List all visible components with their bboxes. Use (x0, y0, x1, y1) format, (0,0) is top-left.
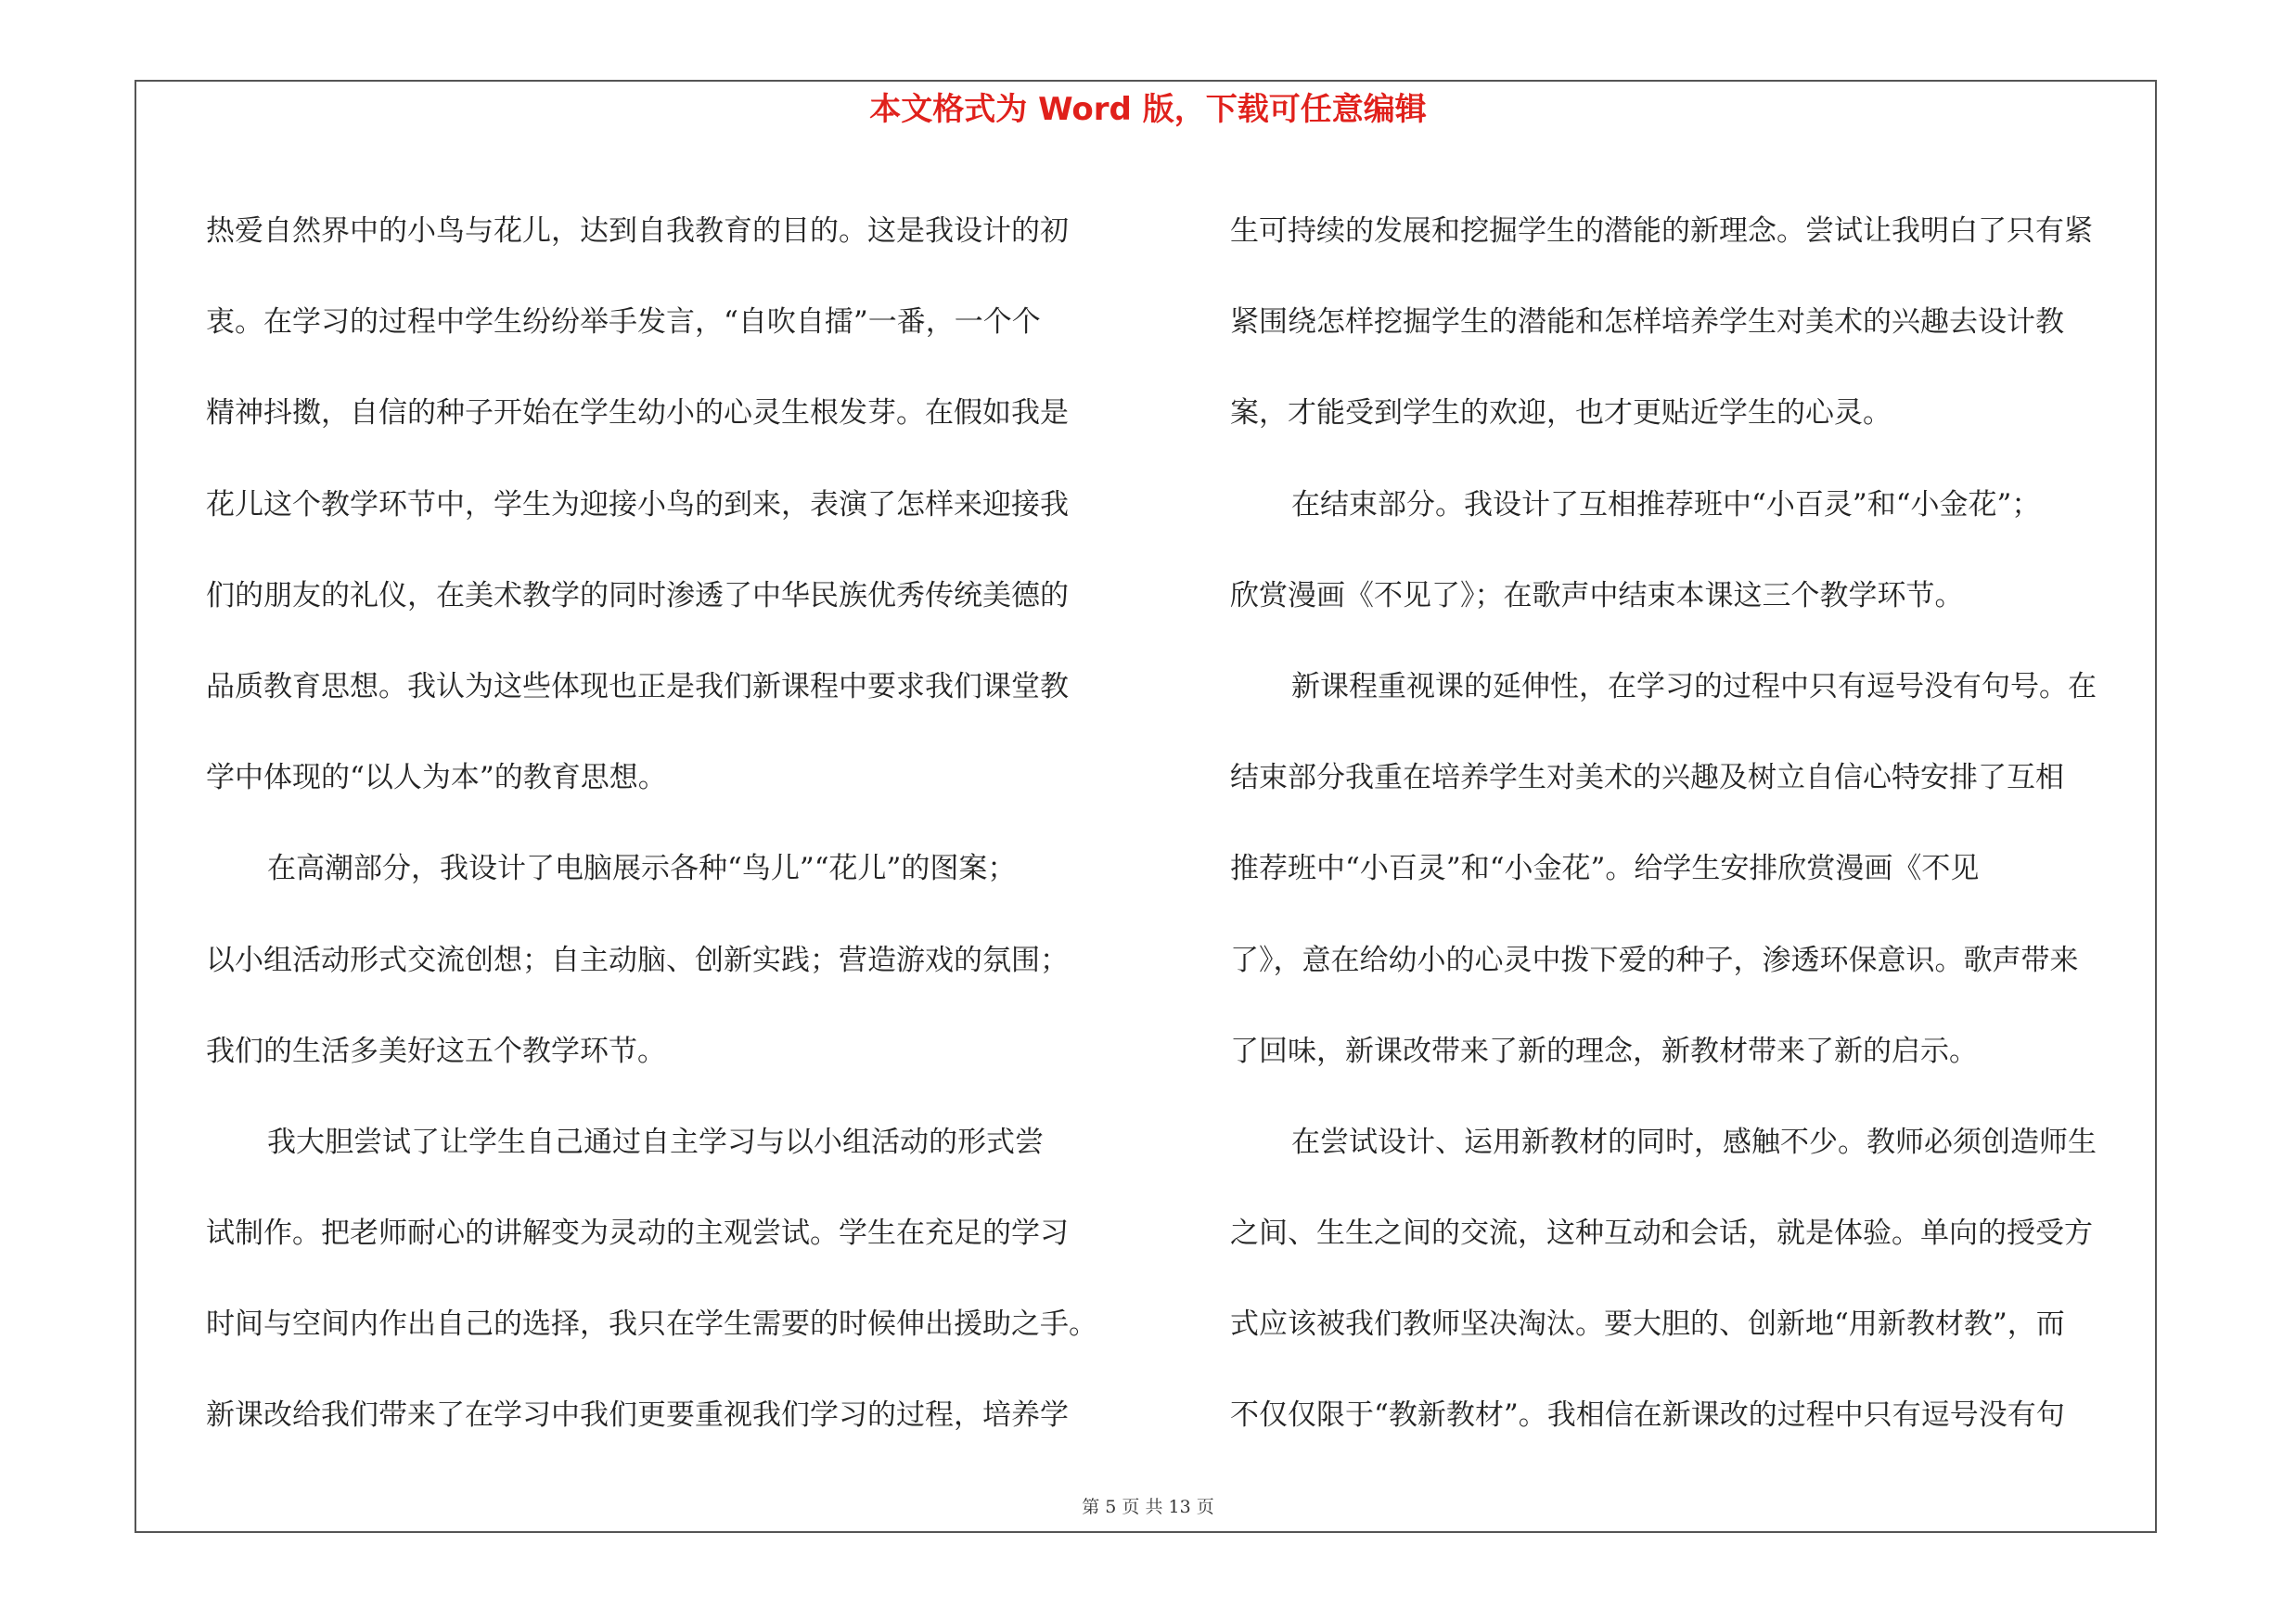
text-line: 了回味，新课改带来了新的理念，新教材带来了新的启示。 (1230, 1034, 1978, 1068)
text-line: 欣赏漫画《不见了》；在歌声中结束本课这三个教学环节。 (1230, 578, 1964, 612)
text-line: 案，才能受到学生的欢迎，也才更贴近学生的心灵。 (1230, 396, 1892, 431)
text-line: 之间、生生之间的交流，这种互动和会话，就是体验。单向的授受方 (1230, 1217, 2093, 1251)
text-line: 在尝试设计、运用新教材的同时，感触不少。教师必须创造师生 (1291, 1125, 2097, 1159)
text-line: 们的朋友的礼仪，在美术教学的同时渗透了中华民族优秀传统美德的 (206, 578, 1069, 612)
text-line: 不仅仅限于“教新教材”。我相信在新课改的过程中只有逗号没有句 (1230, 1398, 2065, 1433)
text-line: 了》，意在给幼小的心灵中拨下爱的种子，渗透环保意识。歌声带来 (1230, 943, 2079, 977)
text-line: 新课程重视课的延伸性，在学习的过程中只有逗号没有句号。在 (1291, 669, 2097, 703)
text-line: 我大胆尝试了让学生自己通过自主学习与以小组活动的形式尝 (267, 1125, 1044, 1159)
text-line: 衷。在学习的过程中学生纷纷举手发言，“自吹自擂”一番，一个个 (206, 305, 1041, 340)
page-number-footer: 第 5 页 共 13 页 (1082, 1497, 1214, 1517)
text-line: 时间与空间内作出自己的选择，我只在学生需要的时候伸出援助之手。 (206, 1307, 1097, 1342)
text-line: 热爱自然界中的小鸟与花儿，达到自我教育的目的。这是我设计的初 (206, 214, 1069, 248)
text-line: 新课改给我们带来了在学习中我们更要重视我们学习的过程，培养学 (206, 1398, 1069, 1433)
right-text-column (1230, 186, 2148, 1466)
text-line: 我们的生活多美好这五个教学环节。 (206, 1034, 666, 1068)
text-line: 式应该被我们教师坚决淘汰。要大胆的、创新地“用新教材教”，而 (1230, 1307, 2065, 1342)
text-line: 花儿这个教学环节中，学生为迎接小鸟的到来，表演了怎样来迎接我 (206, 487, 1069, 522)
text-line: 在结束部分。我设计了互相推荐班中“小百灵”和“小金花”； (1291, 487, 2041, 522)
document-header: 本文格式为 Word 版，下载可任意编辑 (869, 91, 1427, 128)
text-line: 生可持续的发展和挖掘学生的潜能的新理念。尝试让我明白了只有紧 (1230, 214, 2093, 248)
text-line: 精神抖擞，自信的种子开始在学生幼小的心灵生根发芽。在假如我是 (206, 396, 1069, 431)
text-line: 推荐班中“小百灵”和“小金花”。给学生安排欣赏漫画《不见 (1230, 852, 1980, 886)
text-line: 试制作。把老师耐心的讲解变为灵动的主观尝试。学生在充足的学习 (206, 1217, 1069, 1251)
text-line: 结束部分我重在培养学生对美术的兴趣及树立自信心特安排了互相 (1230, 761, 2064, 795)
text-line: 紧围绕怎样挖掘学生的潜能和怎样培养学生对美术的兴趣去设计教 (1230, 305, 2064, 340)
text-line: 在高潮部分，我设计了电脑展示各种“鸟儿”“花儿”的图案； (267, 852, 1017, 886)
text-line: 以小组活动形式交流创想；自主动脑、创新实践；营造游戏的氛围； (206, 943, 1069, 977)
text-line: 学中体现的“以人为本”的教育思想。 (206, 761, 667, 795)
text-line: 品质教育思想。我认为这些体现也正是我们新课程中要求我们课堂教 (206, 669, 1069, 703)
left-text-column (206, 186, 1124, 1466)
